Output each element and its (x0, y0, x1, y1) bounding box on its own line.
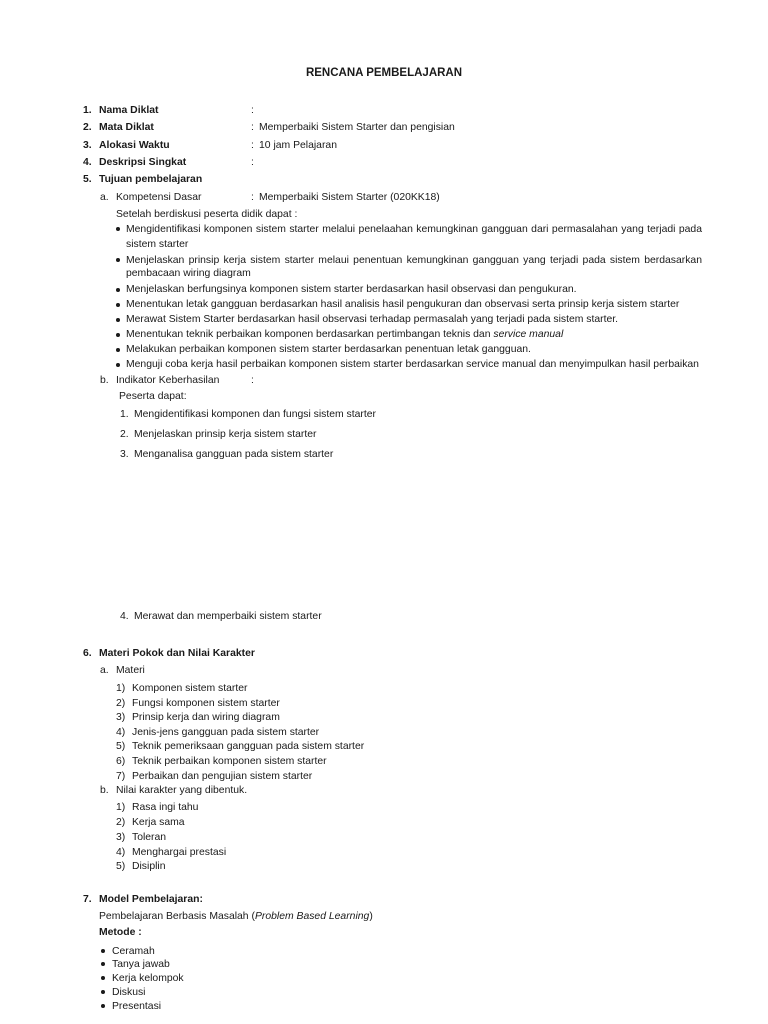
metode-label: Metode : (99, 927, 142, 938)
materi-letter: a. (100, 665, 109, 676)
bullet-text: pembacaan wiring diagram (126, 268, 251, 279)
field-label-nama-diklat: Nama Diklat (99, 105, 159, 116)
section-number: 7. (83, 894, 92, 905)
kompetensi-value: Memperbaiki Sistem Starter (020KK18) (259, 192, 440, 203)
section-number: 6. (83, 648, 92, 659)
field-colon: : (251, 140, 254, 151)
indikator-item: Menganalisa gangguan pada sistem starter (134, 449, 334, 460)
bullet-dot (116, 258, 120, 262)
metode-item: Ceramah (112, 946, 155, 957)
peserta-text: Peserta dapat: (119, 391, 187, 402)
materi-item: Teknik perbaikan komponen sistem starter (132, 756, 327, 767)
field-colon: : (251, 105, 254, 116)
field-label-deskripsi-singkat: Deskripsi Singkat (99, 157, 187, 168)
field-colon: : (251, 122, 254, 133)
materi-item: Jenis-jens gangguan pada sistem starter (132, 727, 320, 738)
bullet-text: Menguji coba kerja hasil perbaikan komponen sistem starter berdasarkan service manual dan menyimpulkan hasil perbaikan (126, 359, 699, 370)
materi-num: 5) (116, 741, 126, 752)
nilai-num: 3) (116, 832, 126, 843)
indikator-item: Menjelaskan prinsip kerja sistem starter (134, 429, 317, 440)
bullet-text: Melakukan perbaikan komponen sistem starter berdasarkan penentuan letak gangguan. (126, 344, 531, 355)
materi-label: Materi (116, 665, 145, 676)
bullet-text: Merawat Sistem Starter berdasarkan hasil observasi terhadap permasalah yang terjadi pada sistem starter. (126, 314, 619, 325)
indikator-num: 1. (120, 409, 129, 420)
materi-num: 6) (116, 756, 126, 767)
materi-num: 7) (116, 771, 126, 782)
bullet-dot (116, 363, 120, 367)
metode-bullet (101, 949, 105, 953)
bullet-dot (116, 348, 120, 352)
field-label-mata-diklat: Mata Diklat (99, 122, 154, 133)
materi-num: 3) (116, 712, 126, 723)
indikator-item: Merawat dan memperbaiki sistem starter (134, 611, 322, 622)
kompetensi-label: Kompetensi Dasar (116, 192, 202, 203)
materi-num: 2) (116, 698, 126, 709)
field-number: 1. (83, 105, 92, 116)
field-number: 4. (83, 157, 92, 168)
materi-num: 4) (116, 727, 126, 738)
page-title: RENCANA PEMBELAJARAN (305, 67, 463, 79)
materi-heading: Materi Pokok dan Nilai Karakter (99, 648, 255, 659)
indikator-item: Mengidentifikasi komponen dan fungsi sistem starter (134, 409, 376, 420)
metode-bullet (101, 976, 105, 980)
indikator-num: 3. (120, 449, 129, 460)
bullet-dot (116, 303, 120, 307)
field-value-alokasi-waktu: 10 jam Pelajaran (259, 140, 337, 151)
nilai-item: Toleran (132, 832, 167, 843)
bullet-text: sistem starter (126, 239, 189, 250)
materi-item: Teknik pemeriksaan gangguan pada sistem starter (132, 741, 365, 752)
materi-item: Prinsip kerja dan wiring diagram (132, 712, 280, 723)
bullet-text: Mengidentifikasi komponen sistem starter melalui penelaahan kemungkinan gangguan dari permasalahan yang terjadi pada (126, 224, 702, 235)
metode-item: Tanya jawab (112, 959, 170, 970)
field-colon: : (251, 157, 254, 168)
field-value-mata-diklat: Memperbaiki Sistem Starter dan pengisian (259, 122, 455, 133)
bullet-dot (116, 227, 120, 231)
nilai-item: Rasa ingi tahu (132, 802, 199, 813)
metode-item: Diskusi (112, 987, 146, 998)
indikator-colon: : (251, 375, 254, 386)
materi-item: Fungsi komponen sistem starter (132, 698, 280, 709)
indikator-label: Indikator Keberhasilan (116, 375, 220, 386)
materi-num: 1) (116, 683, 126, 694)
materi-item: Komponen sistem starter (132, 683, 248, 694)
bullet-dot (116, 333, 120, 337)
nilai-item: Menghargai prestasi (132, 847, 227, 858)
field-number: 5. (83, 174, 92, 185)
model-heading: Model Pembelajaran: (99, 894, 203, 905)
nilai-num: 5) (116, 861, 126, 872)
nilai-num: 1) (116, 802, 126, 813)
materi-item: Perbaikan dan pengujian sistem starter (132, 771, 313, 782)
metode-item: Kerja kelompok (112, 973, 184, 984)
model-text: Pembelajaran Berbasis Masalah (Problem Based Learning) (99, 911, 373, 922)
nilai-letter: b. (100, 785, 109, 796)
nilai-item: Disiplin (132, 861, 166, 872)
bullet-dot (116, 318, 120, 322)
bullet-text: Menentukan teknik perbaikan komponen berdasarkan pertimbangan teknis dan service manual (126, 329, 564, 340)
kompetensi-colon: : (251, 192, 254, 203)
field-number: 2. (83, 122, 92, 133)
field-label-alokasi-waktu: Alokasi Waktu (99, 140, 170, 151)
nilai-num: 2) (116, 817, 126, 828)
indikator-num: 2. (120, 429, 129, 440)
field-label-tujuan-pembelajaran: Tujuan pembelajaran (99, 174, 203, 185)
nilai-num: 4) (116, 847, 126, 858)
bullet-text: Menentukan letak gangguan berdasarkan hasil analisis hasil pengukuran dan observasi serta prinsip kerja sistem starter (126, 299, 680, 310)
metode-bullet (101, 962, 105, 966)
metode-bullet (101, 1004, 105, 1008)
indikator-num: 4. (120, 611, 129, 622)
field-number: 3. (83, 140, 92, 151)
bullet-text: Menjelaskan prinsip kerja sistem starter melaui penentuan kemungkinan gangguan yang terjadi pada sistem berdasarkan (126, 255, 702, 266)
nilai-label: Nilai karakter yang dibentuk. (116, 785, 248, 796)
bullet-text: Menjelaskan berfungsinya komponen sistem starter berdasarkan hasil observasi dan pengukuran. (126, 284, 577, 295)
metode-bullet (101, 990, 105, 994)
metode-item: Presentasi (112, 1001, 162, 1012)
nilai-item: Kerja sama (132, 817, 185, 828)
indikator-letter: b. (100, 375, 109, 386)
kompetensi-letter: a. (100, 192, 109, 203)
bullet-dot (116, 288, 120, 292)
setelah-text: Setelah berdiskusi peserta didik dapat : (116, 209, 298, 220)
